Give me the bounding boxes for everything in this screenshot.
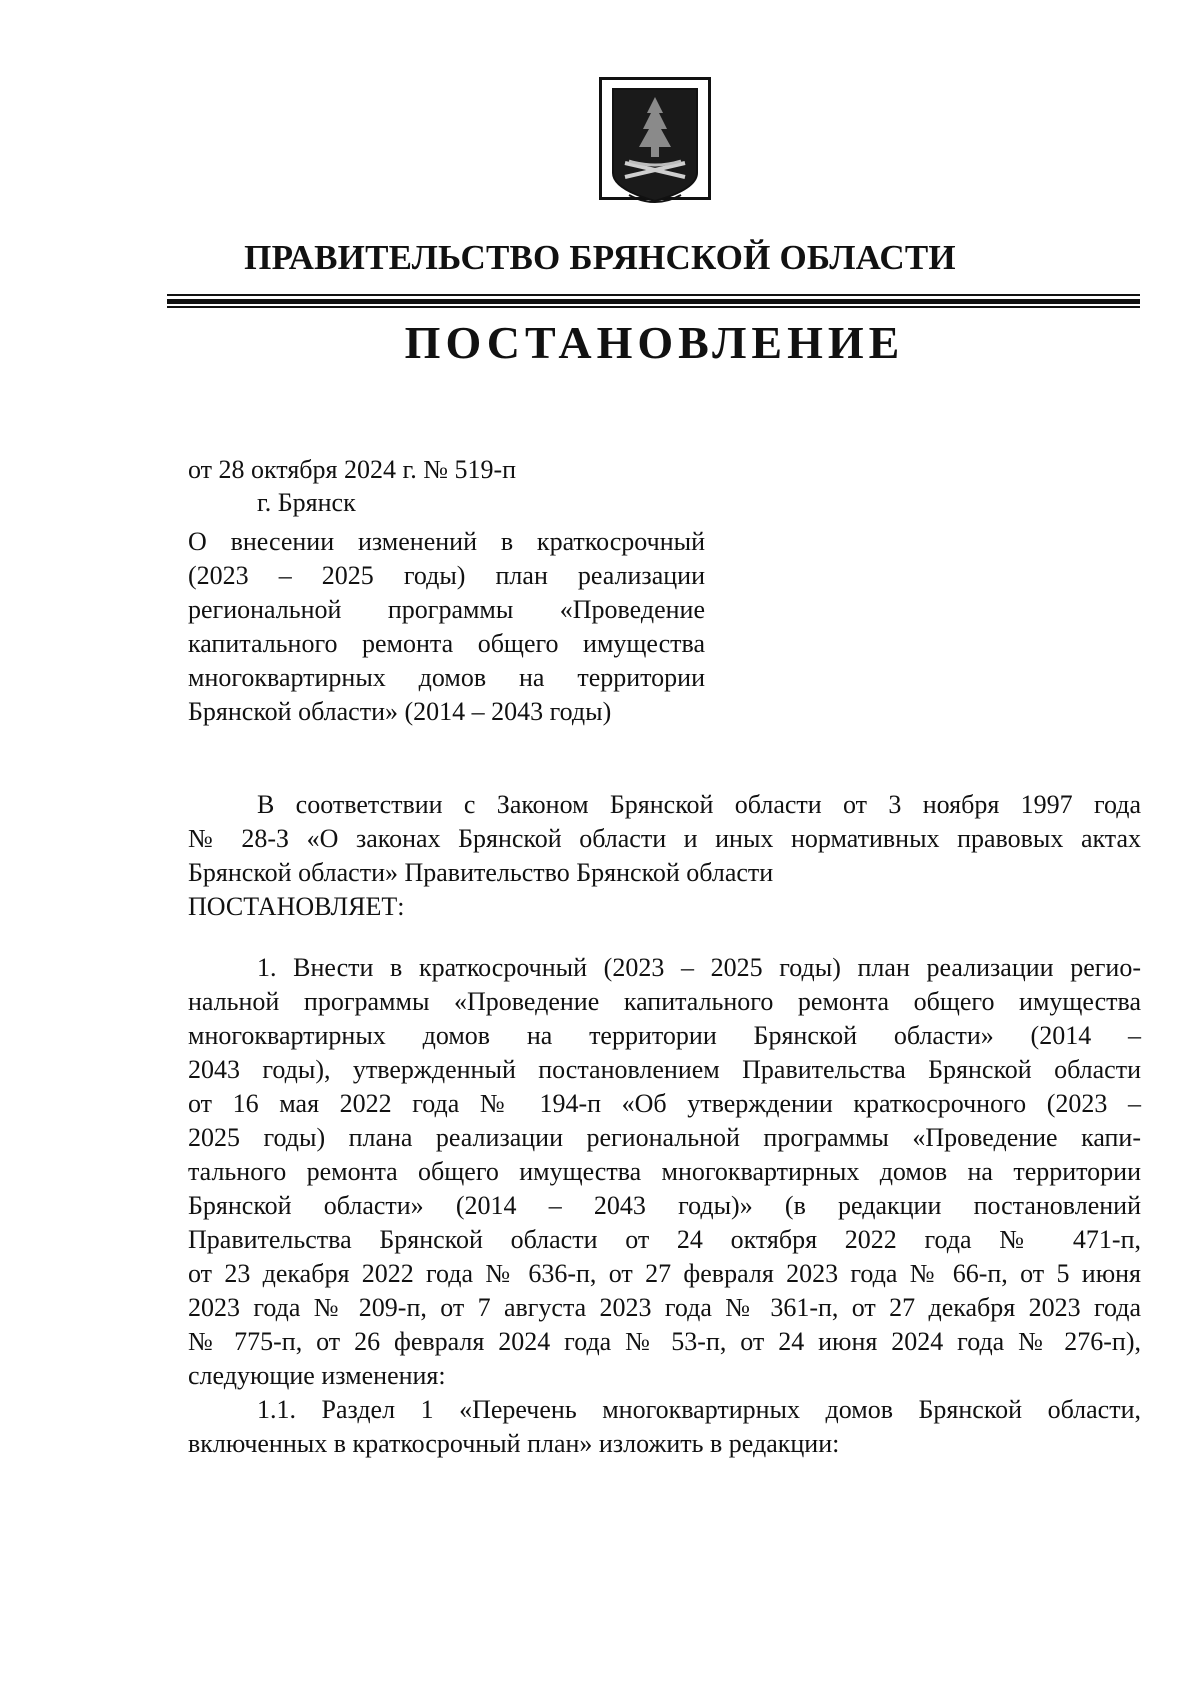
- clause-1-line: 1. Внести в краткосрочный (2023 – 2025 годы) план реализации регио-: [257, 953, 1141, 982]
- clause-1-line: № 775-п, от 26 февраля 2024 года № 53-п, от 24 июня 2024 года № 276-п),: [188, 1327, 1141, 1356]
- clause-1: [188, 951, 1141, 1461]
- subject-line: Брянской области» (2014 – 2043 годы): [188, 697, 612, 726]
- clause-1-line: Брянской области» (2014 – 2043 годы)» (в редакции постановлений: [188, 1191, 1141, 1220]
- clause-1-line: тального ремонта общего имущества многоквартирных домов на территории: [188, 1157, 1141, 1186]
- clause-1-line: от 23 декабря 2022 года № 636-п, от 27 февраля 2023 года № 66-п, от 5 июня: [188, 1259, 1141, 1288]
- clause-1-line: многоквартирных домов на территории Брянской области» (2014 –: [188, 1021, 1141, 1050]
- subject-line: капитального ремонта общего имущества: [188, 629, 705, 658]
- agency-title: ПРАВИТЕЛЬСТВО БРЯНСКОЙ ОБЛАСТИ: [244, 238, 956, 277]
- resolves-line: ПОСТАНОВЛЯЕТ:: [188, 892, 405, 921]
- clause-1-line: Правительства Брянской области от 24 октября 2022 года № 471-п,: [188, 1225, 1141, 1254]
- subject-line: О внесении изменений в краткосрочный: [188, 527, 705, 556]
- header-rule-bottom: [167, 306, 1140, 308]
- clause-1-line: 2023 года № 209-п, от 7 августа 2023 года № 361-п, от 27 декабря 2023 года: [188, 1293, 1141, 1322]
- document-subject: [188, 525, 705, 729]
- clause-1-1-line: 1.1. Раздел 1 «Перечень многоквартирных домов Брянской области,: [257, 1395, 1141, 1424]
- clause-1-line: следующие изменения:: [188, 1361, 446, 1390]
- basis-line: № 28-З «О законах Брянской области и иных нормативных правовых актах: [188, 824, 1141, 853]
- basis-line: Брянской области» Правительство Брянской области: [188, 858, 774, 887]
- coat-of-arms-icon: [599, 77, 711, 221]
- subject-line: многоквартирных домов на территории: [188, 663, 705, 692]
- header-rule-top: [167, 294, 1140, 296]
- subject-line: (2023 – 2025 годы) план реализации: [188, 561, 705, 590]
- header-rule-thick: [167, 299, 1140, 304]
- subject-line: региональной программы «Проведение: [188, 595, 705, 624]
- clause-1-line: от 16 мая 2022 года № 194-п «Об утверждении краткосрочного (2023 –: [188, 1089, 1141, 1118]
- clause-1-line: 2043 годы), утвержденный постановлением Правительства Брянской области: [188, 1055, 1141, 1084]
- document-date-number: от 28 октября 2024 г. № 519-п: [188, 455, 517, 484]
- clause-1-line: 2025 годы) плана реализации региональной программы «Проведение капи-: [188, 1123, 1141, 1152]
- basis-paragraph: [188, 788, 1141, 924]
- basis-line: В соответствии с Законом Брянской области от 3 ноября 1997 года: [257, 790, 1141, 819]
- document-type-heading: ПОСТАНОВЛЕНИЕ: [404, 317, 905, 368]
- clause-1-line: нальной программы «Проведение капитального ремонта общего имущества: [188, 987, 1141, 1016]
- clause-1-1-line: включенных в краткосрочный план» изложить в редакции:: [188, 1429, 840, 1458]
- document-city: г. Брянск: [257, 488, 356, 517]
